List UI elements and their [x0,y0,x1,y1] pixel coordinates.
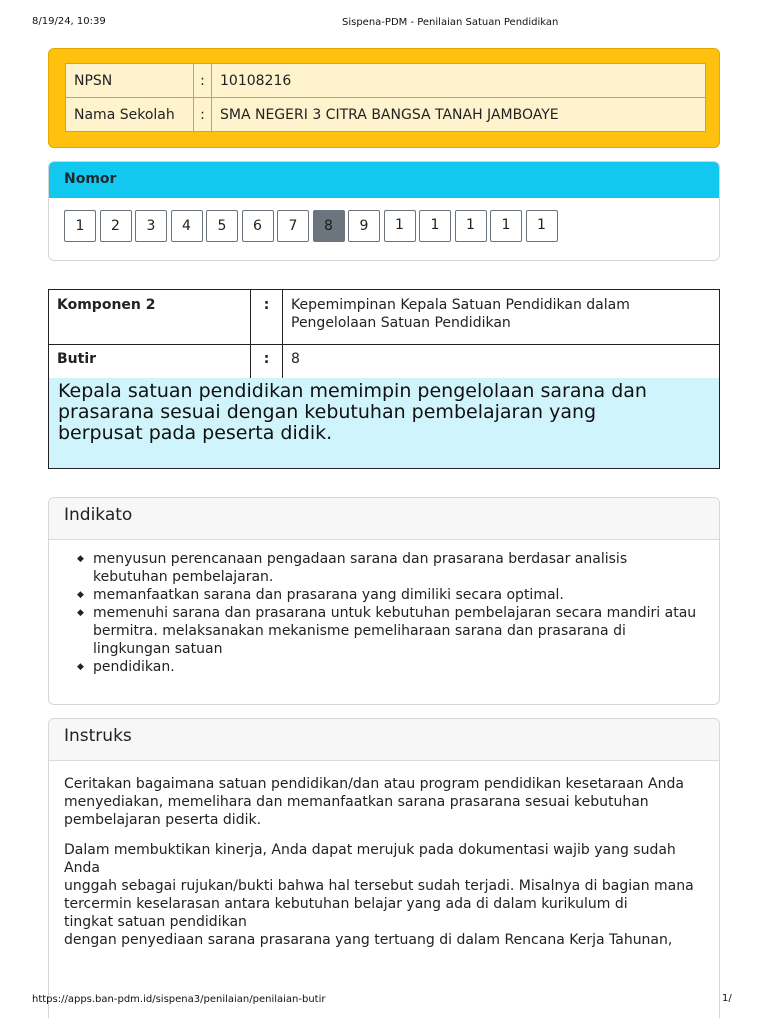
instruksi-line: Dalam membuktikan kinerja, Anda dapat merujuk pada dokumentasi wajib yang sudah [64,842,676,858]
nomor-card [48,161,720,261]
butir-label: Butir [49,345,251,379]
komponen-separator: : [251,290,283,345]
print-page-title: Sispena-PDM - Penilaian Satuan Pendidikan [342,17,559,28]
nomor-page-button-7[interactable]: 7 [277,210,309,242]
instruksi-body [64,775,709,961]
diamond-bullet-icon: ◆ [77,662,84,672]
instruksi-paragraph-2 [64,841,709,949]
nomor-page-button-3[interactable]: 3 [135,210,167,242]
school-name-separator: : [194,98,212,132]
print-datetime: 8/19/24, 10:39 [32,16,106,27]
nomor-page-button-2[interactable]: 2 [100,210,132,242]
butir-row [49,345,720,379]
nomor-page-button-11[interactable]: 1 [419,210,451,242]
diamond-bullet-icon: ◆ [77,590,84,600]
indikator-card [48,497,720,705]
komponen-label: Komponen 2 [49,290,251,345]
komponen-value-line1: Kepemimpinan Kepala Satuan Pendidikan dalam [291,297,630,313]
indikator-item-text: pendidikan. [93,659,175,675]
komponen-row [49,290,720,345]
indikator-item-text: menyusun perencanaan pengadaan sarana dan prasarana berdasar analisis kebutuhan pembelajaran. [93,551,628,585]
nomor-title: Nomor [49,162,719,198]
indikator-item-text: memenuhi sarana dan prasarana untuk kebutuhan pembelajaran secara mandiri atau bermitra. melaksanakan mekanisme pemeliharaan sarana dan prasarana di lingkungan satuan [93,605,697,657]
school-row-name [66,98,706,132]
nomor-page-button-8[interactable]: 8 [313,210,345,242]
instruksi-paragraph-1: Ceritakan bagaimana satuan pendidikan/dan atau program pendidikan kesetaraan Anda menyediakan, memelihara dan memanfaatkan sarana prasarana sesuai kebutuhan pembelajaran peserta didik. [64,776,684,828]
instruksi-line: Anda [64,860,100,876]
diamond-bullet-icon: ◆ [77,608,84,618]
nomor-page-button-1[interactable]: 1 [64,210,96,242]
butir-description [48,378,720,469]
nomor-page-button-9[interactable]: 9 [348,210,380,242]
nomor-page-button-12[interactable]: 1 [455,210,487,242]
print-url: https://apps.ban-pdm.id/sispena3/penilaian/penilaian-butir [32,994,326,1005]
list-item [77,586,697,604]
diamond-bullet-icon: ◆ [77,554,84,564]
butir-separator: : [251,345,283,379]
butir-description-text: Kepala satuan pendidikan memimpin pengelolaan sarana dan prasarana sesuai dengan kebutuhan pembelajaran yang berpusat pada peserta didik. [58,380,647,444]
npsn-label: NPSN [66,64,194,98]
instruksi-title: Instruks [49,719,719,761]
instruksi-line: dengan penyediaan sarana prasarana yang tertuang di dalam Rencana Kerja Tahunan, [64,932,673,948]
instruksi-line: unggah sebagai rujukan/bukti bahwa hal tersebut sudah terjadi. Misalnya di bagian mana [64,878,694,894]
print-page-number: 1/ [722,993,732,1004]
npsn-separator: : [194,64,212,98]
nomor-page-button-4[interactable]: 4 [171,210,203,242]
school-info-table [65,63,706,132]
list-item [77,604,697,658]
school-info-card [48,48,720,148]
nomor-pagination [64,210,558,242]
school-name-value: SMA NEGERI 3 CITRA BANGSA TANAH JAMBOAYE [212,98,706,132]
nomor-page-button-10[interactable]: 1 [384,210,416,242]
indikator-title: Indikato [49,498,719,540]
komponen-value-line2: Pengelolaan Satuan Pendidikan [291,315,511,331]
komponen-value [283,290,720,345]
nomor-page-button-5[interactable]: 5 [206,210,238,242]
instruksi-line: tingkat satuan pendidikan [64,914,247,930]
nomor-page-button-6[interactable]: 6 [242,210,274,242]
nomor-page-button-13[interactable]: 1 [490,210,522,242]
school-row-npsn [66,64,706,98]
nomor-page-button-14[interactable]: 1 [526,210,558,242]
list-item [77,550,697,586]
indikator-list [77,550,697,676]
komponen-table [48,289,720,379]
indikator-item-text: memanfaatkan sarana dan prasarana yang dimiliki secara optimal. [93,587,564,603]
school-name-label: Nama Sekolah [66,98,194,132]
instruksi-card [48,718,720,1018]
butir-value: 8 [283,345,720,379]
npsn-value: 10108216 [212,64,706,98]
list-item [77,658,697,676]
instruksi-line: tercermin keselarasan antara kebutuhan belajar yang ada di dalam kurikulum di [64,896,628,912]
